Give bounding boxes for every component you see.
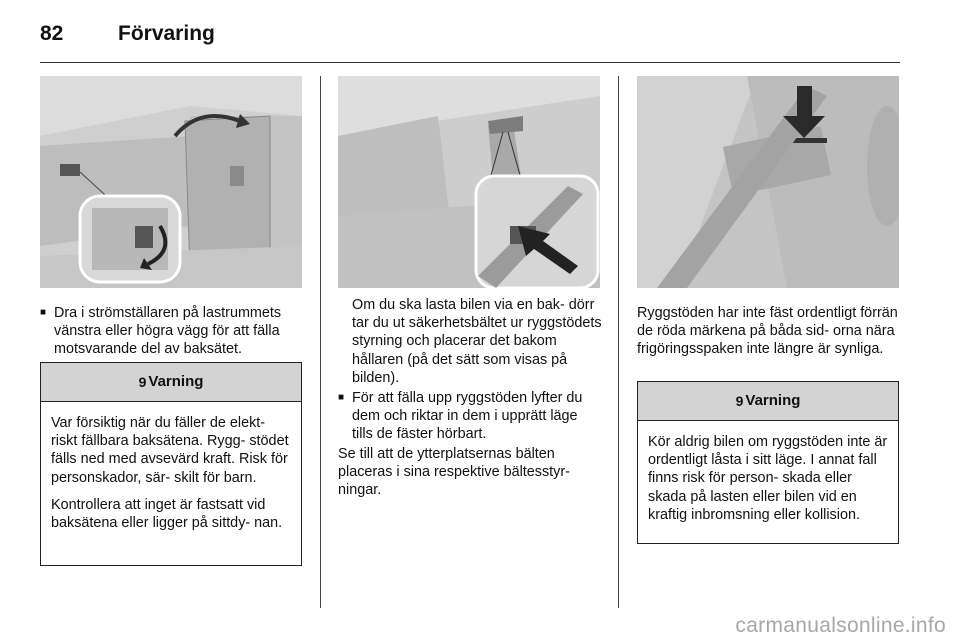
warning-paragraph: Var försiktig när du fäller de elekt- riskt fällbara baksätena. Rygg- stödet fälls ned med avsevärd kraft. Risk för personskador, sär- skilt för barn. (51, 415, 289, 486)
red-markers-illustration (637, 76, 899, 288)
watermark: carmanualsonline.info (735, 614, 946, 637)
warning-paragraph: Kontrollera att inget är fastsatt vid baksätena eller ligger på sittdy- nan. (51, 496, 283, 532)
warning-header (41, 363, 301, 402)
warning-title: Varning (745, 391, 801, 409)
warning-header (638, 382, 898, 421)
bullet-icon: ■ (338, 392, 345, 403)
warning-body (41, 402, 301, 549)
bullet-text: Dra i strömställaren på lastrummets vänstra eller högra vägg för att fälla motsvarande del av baksätet. (54, 305, 282, 358)
page-header (40, 14, 215, 54)
warning-paragraph: Kör aldrig bilen om ryggstöden inte är ordentligt låsta i sitt läge. I annat fall finns risk för person- skada eller skada på lasten eller bilen vid en kraftig inbromsning eller kollision. (648, 434, 888, 523)
figure-red-markers (637, 76, 899, 288)
warning-box-driving (637, 381, 899, 544)
warning-icon: 9 (735, 392, 744, 409)
bullet-item-switch (40, 304, 304, 359)
figure-cargo-switch (40, 76, 302, 288)
page-title: Förvaring (118, 22, 215, 45)
page-number: 82 (40, 22, 64, 45)
belt-paragraph: Se till att de ytterplatsernas bälten placeras i sina respektive bältesstyr- ningar. (338, 446, 570, 499)
warning-body (638, 421, 898, 541)
column-divider-2 (618, 76, 619, 608)
warning-box-seats (40, 362, 302, 566)
warning-title: Varning (148, 372, 204, 390)
bullet-icon: ■ (40, 307, 47, 318)
bullet-text: För att fälla upp ryggstöden lyfter du dem och riktar in dem i upprätt läge tills de fäster hörbart. (352, 390, 583, 443)
warning-icon: 9 (138, 373, 147, 390)
figure-belt-guide (338, 76, 600, 288)
intro-paragraph: Om du ska lasta bilen via en bak- dörr tar du ut säkerhetsbältet ur ryggstödets styrning och placerar det bakom hållaren (på det sätt som visas på bilden). (352, 297, 602, 386)
column-divider-1 (320, 76, 321, 608)
markers-paragraph: Ryggstöden har inte fäst ordentligt förrän de röda märkena på båda sid- orna nära frigöringsspaken inte längre är synliga. (637, 305, 898, 358)
bullet-item-backrest (338, 389, 602, 444)
header-rule (40, 62, 900, 63)
belt-guide-illustration (338, 76, 600, 288)
cargo-switch-illustration (40, 76, 302, 288)
